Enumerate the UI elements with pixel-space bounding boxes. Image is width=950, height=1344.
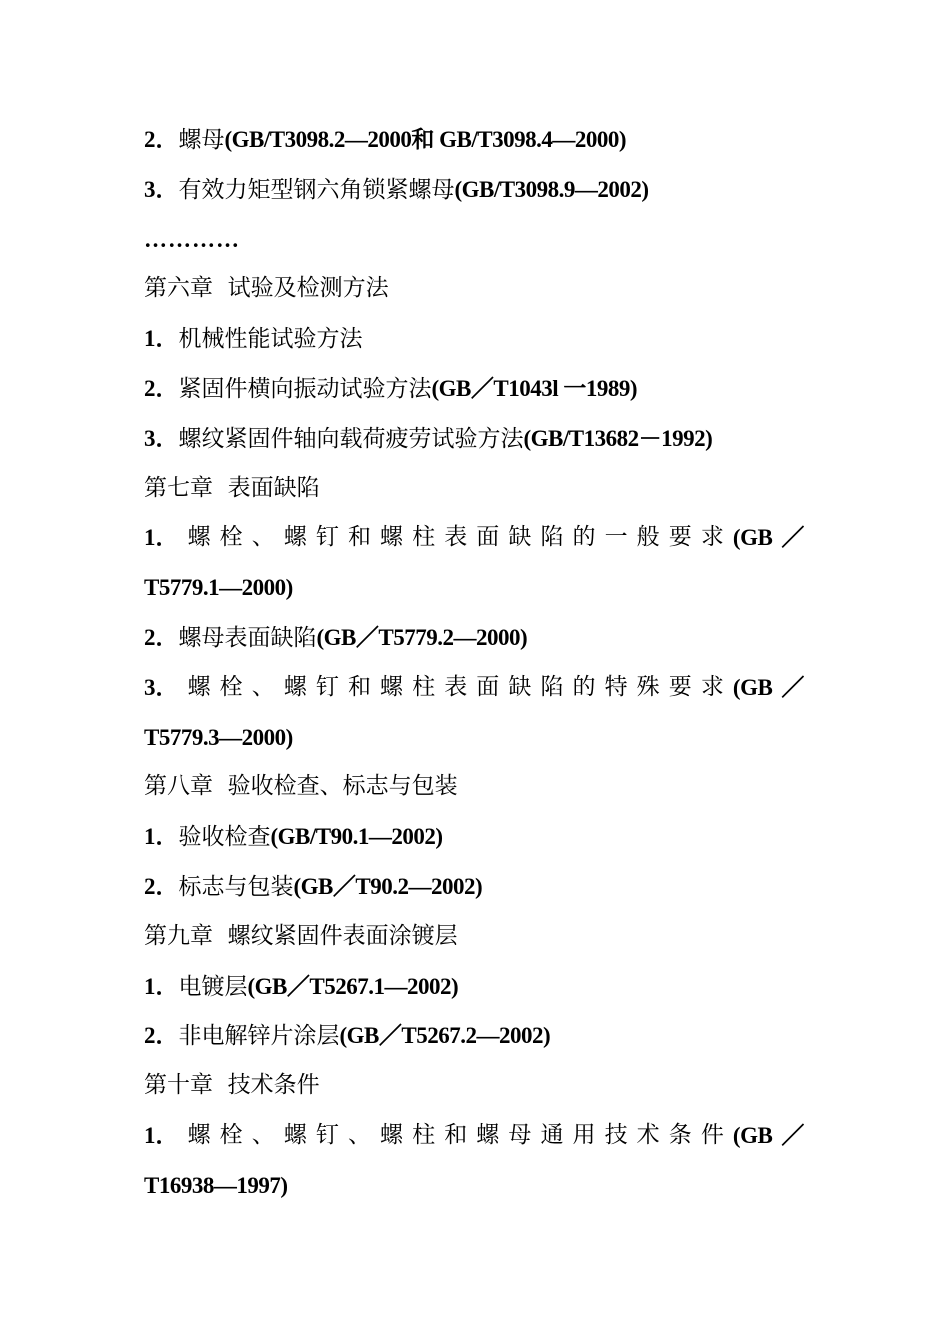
item-title-char: 特 [604, 673, 628, 700]
item-title-char: 栓 [219, 1121, 243, 1148]
item-title-char: 技 [604, 1121, 628, 1148]
item-number: 2． [144, 1023, 179, 1049]
item-title-char: 陷 [540, 673, 564, 700]
standard-code: (GB／T90.2—2002) [293, 873, 483, 899]
item-title: 机械性能试验方法 [178, 326, 363, 353]
chapter-title: 第八章 验收检查、标志与包装 [144, 773, 458, 800]
standard-code: (GB/T90.1—2002) [270, 824, 443, 850]
item-number: 1． [144, 824, 179, 850]
item-title-char: 钉 [315, 524, 339, 551]
list-item [144, 364, 804, 414]
item-title-char: 和 [347, 524, 371, 551]
item-number: 2． [144, 873, 179, 899]
item-title: 有效力矩型钢六角锁紧螺母 [178, 176, 455, 203]
item-title-char: 通 [540, 1121, 564, 1148]
item-title-char: 钉 [315, 673, 339, 700]
item-title-char: 表 [444, 524, 468, 551]
item-title-char: 、 [251, 1121, 275, 1148]
item-title-char: 和 [347, 673, 371, 700]
item-title-char: 、 [347, 1121, 371, 1148]
item-title-char: 要 [668, 673, 692, 700]
list-item [144, 613, 804, 663]
chapter-title: 第六章 试验及检测方法 [144, 275, 389, 302]
standard-code: T5779.1—2000) [144, 575, 293, 601]
standard-code: (GB [732, 525, 773, 551]
item-title-char: 栓 [219, 524, 243, 551]
chapter-title: 第十章 技术条件 [144, 1072, 320, 1099]
standard-code: (GB/T3098.2—2000和 GB/T3098.4—2000) [224, 127, 626, 152]
standard-code: T16938—1997) [144, 1172, 288, 1198]
item-title-char: 面 [476, 673, 500, 700]
chapter-heading [144, 762, 804, 812]
item-title: 螺纹紧固件轴向载荷疲劳试验方法 [178, 425, 524, 452]
item-title-char: 螺 [380, 1121, 404, 1148]
item-number: 2． [144, 127, 179, 152]
item-title-char: 柱 [412, 1121, 436, 1148]
item-title-char: 螺 [283, 673, 307, 700]
ellipsis: ………… [144, 226, 240, 252]
item-title-char: 缺 [508, 673, 532, 700]
item-title-char: 柱 [412, 524, 436, 551]
item-title-char: 陷 [540, 524, 564, 551]
item-title-char: 要 [668, 524, 692, 551]
item-title-char: 螺 [187, 524, 211, 551]
continuation-line [144, 563, 804, 613]
item-title: 紧固件横向振动试验方法 [178, 375, 432, 402]
item-title-char: 母 [508, 1121, 532, 1148]
list-item [144, 812, 804, 862]
item-title-char: 般 [636, 524, 660, 551]
item-number: 1． [144, 326, 179, 352]
standard-code: T5779.3—2000) [144, 724, 293, 750]
item-title-char: 的 [572, 673, 596, 700]
item-title-char: 一 [604, 524, 628, 551]
item-title-char: 的 [572, 524, 596, 551]
chapter-heading [144, 912, 804, 962]
item-title-char: 面 [476, 524, 500, 551]
item-title-char: 条 [668, 1121, 692, 1148]
item-number: 3． [144, 176, 179, 202]
standard-code: (GB／T5267.2—2002) [339, 1023, 551, 1049]
item-title-char: 螺 [380, 524, 404, 551]
item-number: 1． [144, 973, 179, 999]
chapter-heading [144, 1061, 804, 1111]
item-title-char: 螺 [380, 673, 404, 700]
item-title-char: 求 [700, 673, 724, 700]
item-title-char: 术 [636, 1121, 660, 1148]
list-item [144, 414, 804, 464]
standard-code: ／ [781, 525, 804, 551]
item-number: 1． [144, 1122, 179, 1148]
item-title: 验收检查 [178, 824, 271, 851]
item-title-char: 、 [251, 524, 275, 551]
item-title-char: 、 [251, 673, 275, 700]
list-item-justified [144, 663, 804, 713]
chapter-title: 第九章 螺纹紧固件表面涂镀层 [144, 922, 458, 949]
item-title-char: 螺 [283, 1121, 307, 1148]
item-title-char: 钉 [315, 1121, 339, 1148]
item-title: 标志与包装 [178, 873, 294, 900]
item-title-char: 缺 [508, 524, 532, 551]
list-item [144, 862, 804, 912]
item-title-char: 螺 [187, 1121, 211, 1148]
chapter-title: 第七章 表面缺陷 [144, 474, 320, 501]
item-number: 3． [144, 425, 179, 451]
standard-code: (GB/T3098.9—2002) [454, 176, 649, 202]
item-title-char: 螺 [476, 1121, 500, 1148]
standard-code: ／ [781, 674, 804, 700]
standard-code: ／ [781, 1122, 804, 1148]
item-title-char: 栓 [219, 673, 243, 700]
standard-code: (GB/T13682－1992) [523, 425, 713, 451]
item-title: 电镀层 [178, 973, 248, 1000]
document-body [144, 115, 804, 1211]
item-title-char: 螺 [187, 673, 211, 700]
item-title-char: 螺 [283, 524, 307, 551]
list-item [144, 165, 804, 215]
item-title-char: 柱 [412, 673, 436, 700]
item-title-char: 件 [700, 1121, 724, 1148]
item-number: 3． [144, 674, 179, 700]
item-title-char: 求 [700, 524, 724, 551]
ellipsis-line [144, 215, 804, 265]
item-number: 2． [144, 375, 179, 401]
standard-code: (GB／T1043l 一1989) [431, 375, 638, 401]
standard-code: (GB／T5779.2—2000) [316, 624, 528, 650]
standard-code: (GB [732, 1122, 773, 1148]
list-item [144, 962, 804, 1012]
chapter-heading [144, 264, 804, 314]
list-item [144, 115, 804, 165]
list-item-justified [144, 1111, 804, 1161]
standard-code: (GB／T5267.1—2002) [247, 973, 459, 999]
list-item [144, 314, 804, 364]
item-title-char: 殊 [636, 673, 660, 700]
item-title-char: 用 [572, 1121, 596, 1148]
item-title-char: 和 [444, 1121, 468, 1148]
item-title-char: 表 [444, 673, 468, 700]
item-title: 螺母表面缺陷 [178, 624, 317, 651]
continuation-line [144, 1161, 804, 1211]
chapter-heading [144, 464, 804, 514]
item-number: 1． [144, 525, 179, 551]
list-item-justified [144, 513, 804, 563]
item-number: 2． [144, 624, 179, 650]
standard-code: (GB [732, 674, 773, 700]
item-title: 螺母 [178, 127, 225, 153]
list-item [144, 1011, 804, 1061]
item-title: 非电解锌片涂层 [178, 1023, 340, 1050]
continuation-line [144, 713, 804, 763]
